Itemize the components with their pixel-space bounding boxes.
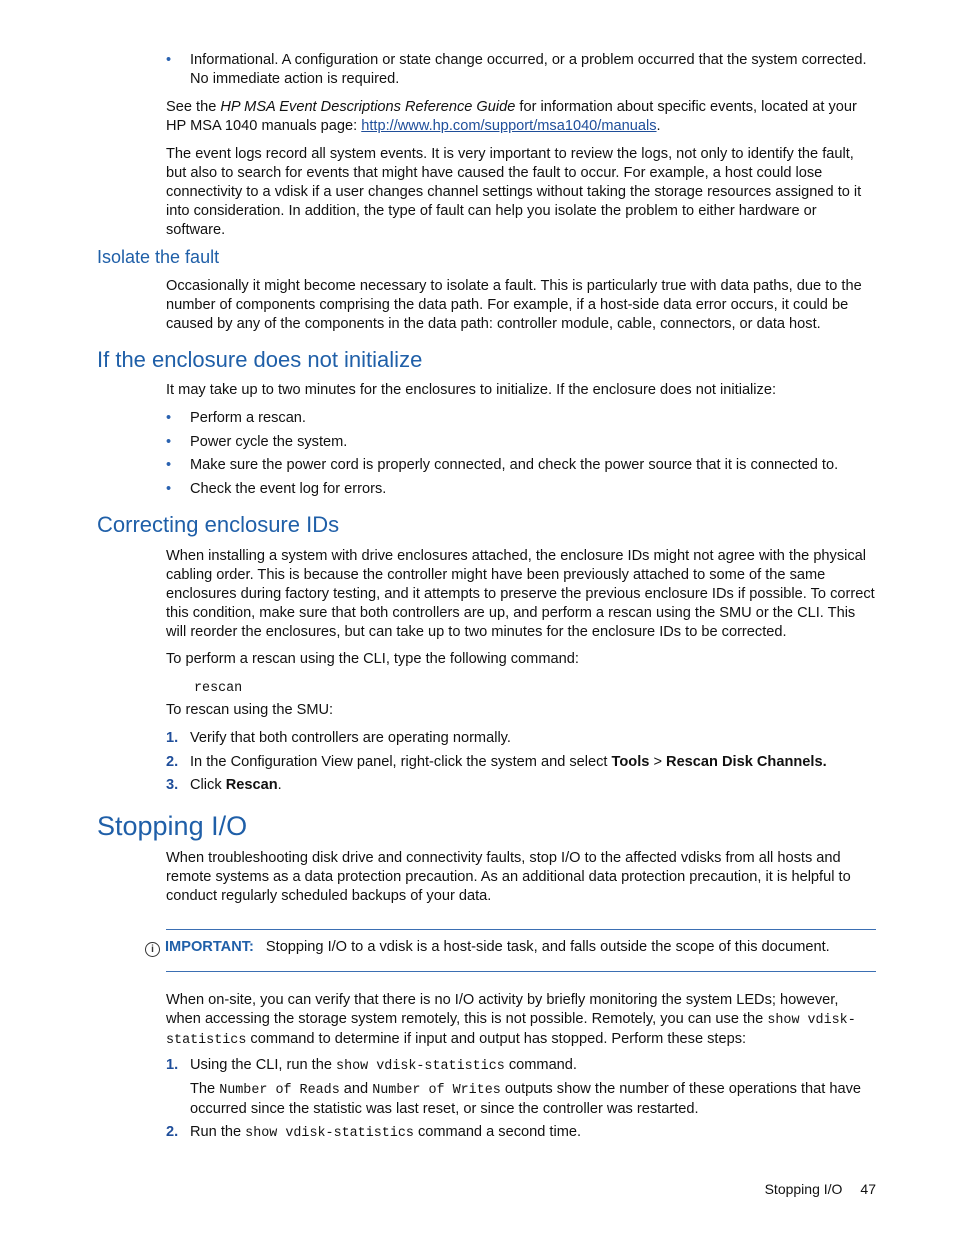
inline-code: Number of Reads: [219, 1083, 340, 1098]
text: and: [339, 1081, 373, 1097]
inline-command: show vdisk-statistics: [336, 1059, 505, 1074]
section-heading-correcting: Correcting enclosure IDs: [97, 512, 340, 537]
smu-steps: [166, 729, 876, 795]
list-item: [166, 729, 876, 748]
text: outputs show the number of these operations that have occurred since the statistic was last reset, or since the controller was restarted.: [190, 1081, 862, 1117]
bullet-icon: •: [166, 457, 172, 473]
important-note: [145, 938, 875, 957]
correcting-paragraph: When installing a system with drive enclosures attached, the enclosure IDs might not agree with the physical cabling order. This is because the controller might have been previously attached to some of the same enclosures during factory testing, and it attempts to preserve the previous enclosure IDs if possible. To correct this condition, make sure that both controllers are up, and perform a rescan using the SMU or the CLI. This will reorder the enclosures, but can take up to two minutes for the enclosure IDs to be corrected.: [166, 548, 875, 640]
text: The: [190, 1081, 220, 1097]
step-text: Run the: [190, 1124, 246, 1140]
divider-bottom: [166, 971, 876, 972]
bullet-icon: •: [166, 480, 172, 497]
section-heading-enclosure-init: If the enclosure does not initialize: [97, 347, 423, 372]
step-number: 2.: [166, 753, 179, 770]
inline-command: show vdisk-statistics: [166, 1013, 856, 1048]
intro-bullet-list: [166, 51, 876, 89]
step-detail: [190, 1080, 876, 1119]
bullet-icon: •: [166, 433, 172, 450]
list-item: [166, 776, 876, 795]
list-item: [166, 1056, 876, 1119]
text: .: [277, 777, 282, 793]
bullet-text: Check the event log for errors.: [190, 480, 387, 497]
page-number: 47: [860, 1181, 876, 1197]
smu-intro: To rescan using the SMU:: [166, 702, 334, 718]
enclosure-init-paragraph: It may take up to two minutes for the enclosures to initialize. If the enclosure does not initialize:: [166, 382, 777, 398]
stopping-paragraph: When troubleshooting disk drive and connectivity faults, stop I/O to the affected vdisks from all hosts and remote systems as a data protection precaution. As an additional data protection precaution, it is helpful to conduct regularly scheduled backups of your data.: [166, 850, 851, 904]
step-number: 1.: [166, 1057, 179, 1073]
divider-top: [166, 929, 876, 930]
footer-section: Stopping I/O: [764, 1181, 843, 1197]
list-item: [166, 433, 876, 452]
text: command a second time.: [413, 1124, 582, 1140]
manuals-link[interactable]: http://www.hp.com/support/msa1040/manuals: [361, 118, 657, 134]
bullet-text: Power cycle the system.: [190, 433, 348, 450]
section-heading-isolate: Isolate the fault: [97, 247, 220, 267]
isolate-paragraph: Occasionally it might become necessary to isolate a fault. This is particularly true with data paths, due to the number of components comprising the data path. For example, if a host-side data error occurs, it could be caused by any of the components in the data path: controller module, cable, connectors, or data host.: [166, 278, 862, 332]
menu-tools: Tools: [611, 753, 650, 770]
text: for information about specific events, located at your HP MSA 1040 manuals page:: [166, 99, 857, 134]
list-item: [166, 456, 876, 475]
onsite-paragraph: [166, 991, 876, 1050]
cli-intro: To perform a rescan using the CLI, type the following command:: [166, 651, 579, 667]
rescan-command: rescan: [194, 681, 243, 696]
see-guide-paragraph: [166, 98, 876, 136]
text: command.: [504, 1057, 577, 1073]
step-text: Click: [190, 777, 226, 793]
important-icon: i: [145, 942, 160, 957]
list-item: [166, 51, 876, 89]
bullet-text: Perform a rescan.: [190, 410, 306, 426]
bullet-icon: •: [166, 410, 172, 426]
guide-title: HP MSA Event Descriptions Reference Guide: [220, 99, 516, 115]
step-number: 2.: [166, 1124, 179, 1140]
text: See the: [166, 99, 221, 115]
page-footer: [747, 1180, 876, 1199]
important-text: Stopping I/O to a vdisk is a host-side task, and falls outside the scope of this document.: [265, 939, 830, 955]
list-item: [166, 409, 876, 428]
inline-command: show vdisk-statistics: [245, 1126, 414, 1141]
step-text: Verify that both controllers are operating normally.: [190, 730, 511, 746]
step-text: Using the CLI, run the: [190, 1057, 337, 1073]
text: When on-site, you can verify that there is no I/O activity by briefly monitoring the system LEDs; however, when accessing the storage system remotely, this is not possible. Remotely, you can use the: [166, 992, 839, 1027]
text: >: [649, 753, 667, 770]
step-number: 3.: [166, 777, 179, 793]
step-text: In the Configuration View panel, right-click the system and select: [190, 753, 612, 770]
text: .: [656, 118, 661, 134]
important-label: IMPORTANT:: [165, 939, 254, 955]
bullet-text: Make sure the power cord is properly connected, and check the power source that it is connected to.: [190, 457, 839, 473]
menu-rescan-disk-channels: Rescan Disk Channels.: [666, 753, 827, 770]
bullet-text: Informational. A configuration or state change occurred, or a problem occurred that the system corrected. No immediate action is required.: [190, 52, 867, 87]
enclosure-init-bullets: [166, 409, 876, 499]
text: command to determine if input and output has stopped. Perform these steps:: [246, 1031, 747, 1047]
rescan-label: Rescan: [225, 777, 278, 793]
list-item: [166, 753, 876, 772]
bullet-icon: •: [166, 52, 172, 68]
inline-code: Number of Writes: [372, 1083, 501, 1098]
list-item: [166, 1123, 876, 1143]
event-logs-paragraph: The event logs record all system events. It is very important to review the logs, not only to identify the fault, but also to search for events that might have caused the fault to occur. For example, a host could lose connectivity to a vdisk if a user changes channel settings without taking the storage resources assigned to it into consideration. In addition, the type of fault can help you isolate the problem to either hardware or software.: [166, 146, 862, 238]
stopping-steps: [166, 1056, 876, 1143]
section-heading-stopping: Stopping I/O: [97, 811, 248, 841]
step-number: 1.: [166, 730, 179, 746]
list-item: [166, 480, 876, 499]
